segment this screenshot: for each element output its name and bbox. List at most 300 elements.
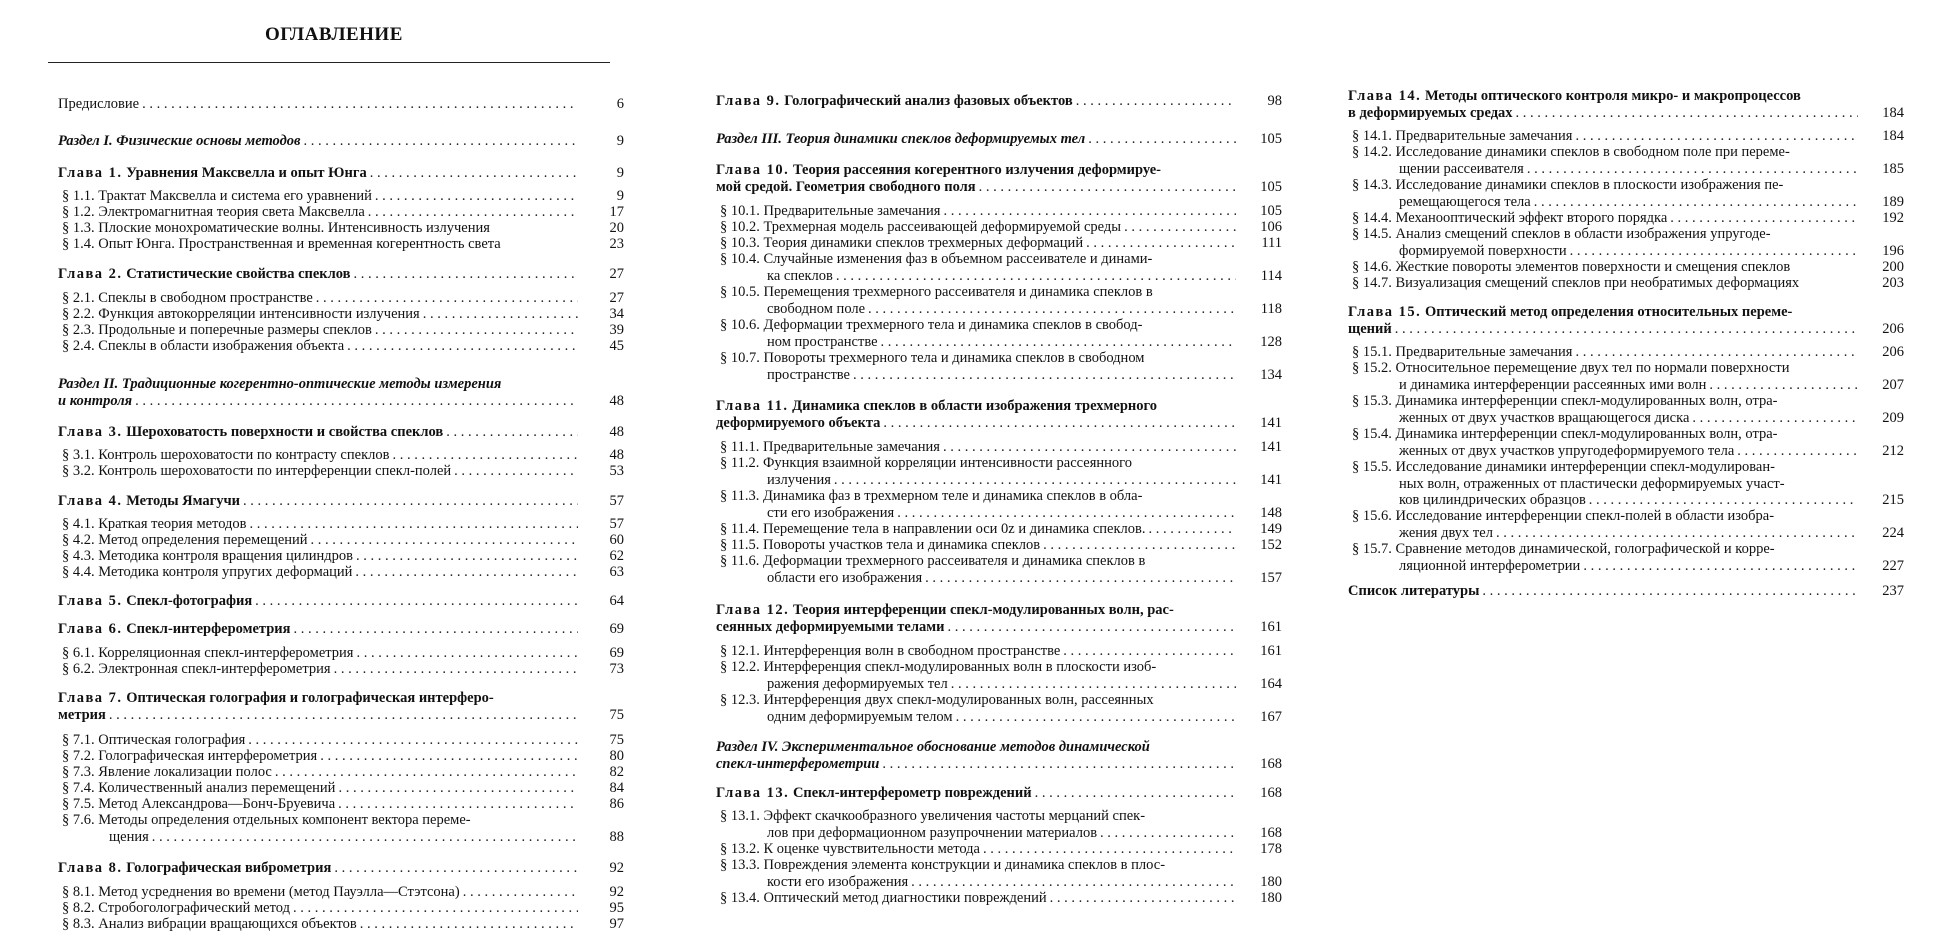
leader-dots bbox=[372, 322, 578, 339]
section-number: § 15.3. bbox=[1352, 393, 1392, 409]
section-number: § 10.7. bbox=[720, 350, 760, 366]
leader-dots bbox=[1524, 161, 1858, 178]
section-number: § 11.1. bbox=[720, 439, 760, 455]
section-title: § 1.2. Электромагнитная теория света Максвелла bbox=[58, 204, 365, 221]
section-title: § 2.3. Продольные и поперечные размеры спеклов bbox=[58, 322, 372, 339]
chapter-label: Глава 15. bbox=[1348, 304, 1422, 320]
section-number: § 12.2. bbox=[720, 659, 760, 675]
leader-dots bbox=[335, 780, 578, 797]
leader-dots bbox=[420, 306, 578, 323]
section-title-line: § 15.6. Исследование интерференции спекл-полей в области изобра- bbox=[1348, 508, 1904, 525]
section-title-line: ном пространстве bbox=[767, 333, 878, 350]
page-number: 84 bbox=[609, 780, 624, 796]
section-title-line: области его изображения bbox=[767, 569, 923, 586]
toc-entry bbox=[58, 621, 624, 638]
page-number: 180 bbox=[1260, 873, 1282, 890]
section-number: § 8.1. bbox=[62, 884, 95, 900]
section-number: § 11.6. bbox=[720, 553, 760, 569]
leader-dots bbox=[353, 645, 578, 662]
title-rule bbox=[48, 62, 610, 63]
page-number: 118 bbox=[1260, 300, 1282, 317]
toc-entry bbox=[716, 890, 1282, 907]
page-number: 105 bbox=[1260, 131, 1282, 147]
page-number: 62 bbox=[609, 548, 624, 564]
section-title: § 12.1. Интерференция волн в свободном пространстве bbox=[716, 643, 1060, 660]
toc-entry bbox=[716, 537, 1282, 554]
chapter-label: Глава 4. bbox=[58, 493, 123, 509]
page-number: 106 bbox=[1260, 219, 1282, 235]
page-number: 64 bbox=[609, 593, 624, 609]
page-number: 48 bbox=[609, 447, 624, 463]
section-title: § 14.7. Визуализация смещений спеклов при необратимых деформациях bbox=[1348, 275, 1799, 292]
chapter-title-line: Глава 12. Теория интерференции спекл-модулированных волн, рас- bbox=[716, 602, 1174, 618]
chapter-label: Глава 7. bbox=[58, 690, 123, 706]
section-number: § 1.3. bbox=[62, 220, 95, 236]
toc-entry bbox=[58, 690, 624, 723]
toc-entry bbox=[716, 317, 1282, 350]
section-title: § 15.1. Предварительные замечания bbox=[1348, 344, 1572, 361]
section-title-line: пространстве bbox=[767, 366, 850, 383]
leader-dots bbox=[301, 133, 578, 150]
toc-entry bbox=[716, 808, 1282, 841]
leader-dots bbox=[272, 764, 578, 781]
chapter-label: Глава 14. bbox=[1348, 88, 1422, 104]
toc-entry bbox=[58, 645, 624, 662]
section-number: § 2.3. bbox=[62, 322, 95, 338]
leader-dots bbox=[365, 204, 578, 221]
section-title: § 7.5. Метод Александрова—Бонч-Бруевича bbox=[58, 796, 335, 813]
toc-entry bbox=[716, 602, 1282, 635]
toc-entry bbox=[716, 235, 1282, 252]
page-number: 9 bbox=[616, 188, 624, 204]
page-number: 34 bbox=[609, 306, 624, 322]
page-number: 86 bbox=[609, 796, 624, 812]
section-number: § 6.1. bbox=[62, 645, 95, 661]
chapter-title-line: мой средой. Геометрия свободного поля bbox=[716, 178, 976, 195]
section-number: § 2.2. bbox=[62, 306, 95, 322]
section-title: § 7.3. Явление локализации полос bbox=[58, 764, 272, 781]
page-number: 192 bbox=[1882, 210, 1904, 226]
section-number: § 3.1. bbox=[62, 447, 95, 463]
leader-dots bbox=[1040, 537, 1236, 554]
page-number: 184 bbox=[1882, 104, 1904, 121]
toc-entry bbox=[1348, 508, 1904, 541]
toc-entry bbox=[716, 521, 1282, 538]
part-title-line: Раздел IV. Экспериментальное обоснование методов динамической bbox=[716, 739, 1150, 755]
leader-dots bbox=[953, 709, 1236, 726]
section-title-line: § 13.3. Повреждения элемента конструкции и динамика спеклов в плос- bbox=[716, 857, 1282, 874]
section-title-line: § 14.3. Исследование динамики спеклов в плоскости изображения пе- bbox=[1348, 177, 1904, 194]
section-title-line: ных волн, отраженных от пластически деформируемых участ- bbox=[1399, 475, 1785, 492]
section-number: § 12.1. bbox=[720, 643, 760, 659]
section-number: § 14.4. bbox=[1352, 210, 1392, 226]
section-number: § 11.2. bbox=[720, 455, 760, 471]
section-title: § 7.2. Голографическая интерферометрия bbox=[58, 748, 317, 765]
toc-entry bbox=[716, 131, 1282, 148]
page-number: 128 bbox=[1260, 333, 1282, 350]
section-title: § 4.3. Методика контроля вращения цилиндров bbox=[58, 548, 353, 565]
toc-entry bbox=[1348, 144, 1904, 177]
section-title: § 3.1. Контроль шероховатости по контрасту спеклов bbox=[58, 447, 389, 464]
page-number: 23 bbox=[609, 236, 624, 252]
page-number: 69 bbox=[609, 645, 624, 661]
page-number: 149 bbox=[1260, 521, 1282, 537]
toc-entry bbox=[58, 764, 624, 781]
section-title-line: § 15.5. Исследование динамики интерференции спекл-модулирован- bbox=[1348, 459, 1904, 476]
page-number: 164 bbox=[1260, 675, 1282, 692]
section-title: § 1.3. Плоские монохроматические волны. Интенсивность излучения bbox=[58, 220, 490, 237]
page-number: 73 bbox=[609, 661, 624, 677]
chapter-title-line: Глава 11. Динамика спеклов в области изображения трехмерного bbox=[716, 398, 1157, 414]
leader-dots bbox=[1146, 521, 1237, 538]
section-title: § 1.4. Опыт Юнга. Пространственная и временная когерентность света bbox=[58, 236, 501, 253]
toc-entry bbox=[1348, 88, 1904, 121]
leader-dots bbox=[894, 505, 1236, 522]
toc-entry bbox=[716, 739, 1282, 772]
section-number: § 15.2. bbox=[1352, 360, 1392, 376]
leader-dots bbox=[908, 874, 1236, 891]
toc-entry bbox=[1348, 210, 1904, 227]
section-title-line: одним деформируемым телом bbox=[767, 708, 953, 725]
toc-entry bbox=[716, 439, 1282, 456]
page-number: 75 bbox=[609, 732, 624, 748]
leader-dots bbox=[290, 900, 578, 917]
leader-dots bbox=[1580, 558, 1858, 575]
leader-dots bbox=[1567, 243, 1858, 260]
toc-entry bbox=[716, 162, 1282, 195]
leader-dots bbox=[344, 338, 578, 355]
leader-dots bbox=[1060, 643, 1236, 660]
toc-entry bbox=[58, 564, 624, 581]
leader-dots bbox=[451, 463, 578, 480]
page-number: 57 bbox=[609, 493, 624, 509]
chapter-label: Глава 9. bbox=[716, 93, 781, 109]
page-number: 27 bbox=[609, 266, 624, 282]
toc-entry bbox=[1348, 259, 1904, 276]
leader-dots bbox=[879, 756, 1236, 773]
leader-dots bbox=[833, 268, 1236, 285]
section-number: § 2.1. bbox=[62, 290, 95, 306]
chapter-title-line: Глава 15. Оптический метод определения относительных переме- bbox=[1348, 304, 1793, 320]
leader-dots bbox=[1734, 443, 1858, 460]
section-title-line: § 11.3. Динамика фаз в трехмерном теле и динамика спеклов в обла- bbox=[716, 488, 1282, 505]
toc-entry bbox=[58, 860, 624, 877]
leader-dots bbox=[948, 676, 1236, 693]
section-title-line: § 7.6. Методы определения отдельных компонент вектора переме- bbox=[58, 812, 624, 829]
toc-entry bbox=[58, 290, 624, 307]
leader-dots bbox=[1586, 492, 1858, 509]
toc-entry bbox=[716, 553, 1282, 586]
section-number: § 14.5. bbox=[1352, 226, 1392, 242]
chapter-label: Глава 5. bbox=[58, 593, 123, 609]
section-title: § 3.2. Контроль шероховатости по интерференции спекл-полей bbox=[58, 463, 451, 480]
section-title-line: § 10.7. Повороты трехмерного тела и динамика спеклов в свободном bbox=[716, 350, 1282, 367]
page-number: 184 bbox=[1882, 128, 1904, 144]
leader-dots bbox=[331, 860, 578, 877]
page-number: 48 bbox=[609, 424, 624, 440]
toc-entry bbox=[1348, 426, 1904, 459]
page-number: 63 bbox=[609, 564, 624, 580]
chapter-title: Глава 6. Спекл-интерферометрия bbox=[58, 621, 291, 637]
leader-dots bbox=[335, 796, 578, 813]
section-title-line: § 10.4. Случайные изменения фаз в объемном рассеивателе и динами- bbox=[716, 251, 1282, 268]
chapter-label: Глава 10. bbox=[716, 162, 790, 178]
chapter-title: Глава 2. Статистические свойства спеклов bbox=[58, 266, 351, 282]
chapter-title: Глава 3. Шероховатость поверхности и свойства спеклов bbox=[58, 424, 444, 440]
toc-entry bbox=[58, 493, 624, 510]
leader-dots bbox=[245, 732, 578, 749]
chapter-title-line: Глава 14. Методы оптического контроля микро- и макропроцессов bbox=[1348, 88, 1801, 104]
toc-entry bbox=[1348, 344, 1904, 361]
chapter-title: Глава 8. Голографическая виброметрия bbox=[58, 860, 332, 876]
section-number: § 10.5. bbox=[720, 284, 760, 300]
section-number: § 7.5. bbox=[62, 796, 95, 812]
toc-entry bbox=[58, 447, 624, 464]
leader-dots bbox=[1706, 377, 1858, 394]
leader-dots bbox=[1531, 194, 1858, 211]
section-title-line: ков цилиндрических образцов bbox=[1399, 492, 1586, 508]
chapter-title-line: Глава 10. Теория рассеяния когерентного излучения деформируе- bbox=[716, 162, 1161, 178]
section-title-line: лов при деформационном разупрочнении материалов bbox=[767, 824, 1098, 841]
leader-dots bbox=[1047, 890, 1236, 907]
toc-entry bbox=[58, 306, 624, 323]
section-title: § 10.3. Теория динамики спеклов трехмерных деформаций bbox=[716, 235, 1083, 252]
page-number: 105 bbox=[1260, 203, 1282, 219]
page-number: 88 bbox=[609, 828, 624, 845]
leader-dots bbox=[357, 916, 578, 933]
chapter-title-line: метрия bbox=[58, 706, 106, 723]
section-title-line: § 13.1. Эффект скачкообразного увеличения частоты мерцаний спек- bbox=[716, 808, 1282, 825]
section-number: § 8.2. bbox=[62, 900, 95, 916]
page-number: 209 bbox=[1882, 409, 1904, 426]
toc-entry bbox=[58, 165, 624, 182]
page-number: 9 bbox=[616, 133, 624, 149]
chapter-title: Глава 9. Голографический анализ фазовых объектов bbox=[716, 93, 1073, 109]
toc-entry bbox=[1348, 459, 1904, 509]
section-number: § 15.6. bbox=[1352, 508, 1392, 524]
section-title: § 4.2. Метод определения перемещений bbox=[58, 532, 308, 549]
page-number: 27 bbox=[609, 290, 624, 306]
chapter-label: Глава 12. bbox=[716, 602, 790, 618]
page-number: 168 bbox=[1260, 824, 1282, 841]
chapter-title-line: деформируемого объекта bbox=[716, 414, 881, 431]
section-number: § 10.4. bbox=[720, 251, 760, 267]
section-title-line: ремещающегося тела bbox=[1399, 193, 1531, 210]
page-number: 114 bbox=[1260, 267, 1282, 284]
section-title: § 14.1. Предварительные замечания bbox=[1348, 128, 1572, 145]
page-number: 168 bbox=[1260, 755, 1282, 772]
toc-entry bbox=[58, 532, 624, 549]
section-title-line: жения двух тел bbox=[1399, 524, 1493, 541]
page-number: 53 bbox=[609, 463, 624, 479]
section-number: § 1.4. bbox=[62, 236, 95, 252]
leader-dots bbox=[252, 593, 578, 610]
page-number: 206 bbox=[1882, 320, 1904, 337]
leader-dots bbox=[850, 367, 1236, 384]
toc-entry bbox=[1348, 226, 1904, 259]
toc-entry bbox=[1348, 177, 1904, 210]
toc-entry bbox=[716, 785, 1282, 802]
chapter-title: Глава 13. Спекл-интерферометр повреждений bbox=[716, 785, 1032, 801]
page-number: 237 bbox=[1882, 583, 1904, 599]
chapter-label: Глава 13. bbox=[716, 785, 790, 801]
page-number: 196 bbox=[1882, 242, 1904, 259]
entry-title: Список литературы bbox=[1348, 583, 1480, 599]
section-title: § 7.1. Оптическая голография bbox=[58, 732, 245, 749]
section-number: § 13.1. bbox=[720, 808, 760, 824]
section-title: § 10.2. Трехмерная модель рассеивающей деформируемой среды bbox=[716, 219, 1121, 236]
leader-dots bbox=[1097, 825, 1236, 842]
leader-dots bbox=[132, 393, 578, 410]
leader-dots bbox=[389, 447, 578, 464]
leader-dots bbox=[1667, 210, 1858, 227]
section-title-line: женных от двух участков вращающегося диска bbox=[1399, 409, 1690, 426]
section-number: § 4.2. bbox=[62, 532, 95, 548]
section-number: § 11.5. bbox=[720, 537, 760, 553]
section-number: § 10.1. bbox=[720, 203, 760, 219]
toc-entry bbox=[58, 424, 624, 441]
section-number: § 15.5. bbox=[1352, 459, 1392, 475]
page-number: 141 bbox=[1260, 414, 1282, 431]
toc-entry bbox=[716, 219, 1282, 236]
toc-entry bbox=[58, 322, 624, 339]
part-title: Раздел III. Теория динамики спеклов деформируемых тел bbox=[716, 131, 1086, 147]
toc-entry bbox=[58, 338, 624, 355]
leader-dots bbox=[865, 301, 1236, 318]
section-title: § 11.1. Предварительные замечания bbox=[716, 439, 940, 456]
toc-entry bbox=[716, 488, 1282, 521]
leader-dots bbox=[922, 570, 1236, 587]
toc-entry bbox=[58, 463, 624, 480]
section-title: § 8.2. Стробоголографический метод bbox=[58, 900, 290, 917]
section-title: § 11.4. Перемещение тела в направлении оси 0z и динамика спеклов. bbox=[716, 521, 1146, 538]
section-title-line: § 11.6. Деформации трехмерного рассеивателя и динамика спеклов в bbox=[716, 553, 1282, 570]
section-number: § 10.6. bbox=[720, 317, 760, 333]
page-number: 75 bbox=[609, 706, 624, 723]
toc-entry bbox=[1348, 304, 1904, 337]
chapter-title-line: в деформируемых средах bbox=[1348, 104, 1513, 121]
toc-entry bbox=[58, 780, 624, 797]
section-number: § 15.1. bbox=[1352, 344, 1392, 360]
leader-dots bbox=[1479, 583, 1858, 600]
page-number: 69 bbox=[609, 621, 624, 637]
section-number: § 15.4. bbox=[1352, 426, 1392, 442]
section-title-line: § 15.3. Динамика интерференции спекл-модулированных волн, отра- bbox=[1348, 393, 1904, 410]
section-title: § 14.6. Жесткие повороты элементов поверхности и смещения спеклов bbox=[1348, 259, 1790, 276]
chapter-label: Глава 1. bbox=[58, 165, 123, 181]
page-number: 215 bbox=[1882, 492, 1904, 508]
toc-entry bbox=[58, 204, 624, 221]
section-number: § 7.6. bbox=[62, 812, 95, 828]
page-number: 141 bbox=[1260, 471, 1282, 488]
toc-entry bbox=[716, 841, 1282, 858]
leader-dots bbox=[317, 748, 578, 765]
page-number: 80 bbox=[609, 748, 624, 764]
section-number: § 4.3. bbox=[62, 548, 95, 564]
page-number: 98 bbox=[1267, 93, 1282, 109]
page-number: 141 bbox=[1260, 439, 1282, 455]
section-title: § 6.2. Электронная спекл-интерферометрия bbox=[58, 661, 331, 678]
part-title-line: и контроля bbox=[58, 392, 133, 409]
chapter-label: Глава 2. bbox=[58, 266, 123, 282]
leader-dots bbox=[1572, 344, 1858, 361]
section-title-line: свободном поле bbox=[767, 300, 866, 317]
page-number: 178 bbox=[1260, 841, 1282, 857]
page-number: 148 bbox=[1260, 504, 1282, 521]
section-number: § 7.1. bbox=[62, 732, 95, 748]
section-title-line: § 10.5. Перемещения трехмерного рассеивателя и динамика спеклов в bbox=[716, 284, 1282, 301]
toc-entry bbox=[716, 251, 1282, 284]
part-title-line: спекл-интерферометрии bbox=[716, 755, 880, 772]
section-number: § 14.1. bbox=[1352, 128, 1392, 144]
leader-dots bbox=[460, 884, 578, 901]
page-number: 134 bbox=[1260, 366, 1282, 383]
page-number: 180 bbox=[1260, 890, 1282, 906]
chapter-title: Глава 4. Методы Ямагучи bbox=[58, 493, 241, 509]
section-number: § 1.2. bbox=[62, 204, 95, 220]
part-title: Раздел I. Физические основы методов bbox=[58, 133, 301, 149]
section-number: § 6.2. bbox=[62, 661, 95, 677]
section-number: § 14.3. bbox=[1352, 177, 1392, 193]
section-number: § 8.3. bbox=[62, 916, 95, 932]
leader-dots bbox=[976, 179, 1236, 196]
leader-dots bbox=[367, 165, 578, 182]
section-title-line: формируемой поверхности bbox=[1399, 242, 1567, 259]
page-number: 152 bbox=[1260, 537, 1282, 553]
page-number: 207 bbox=[1882, 376, 1904, 393]
toc-entry bbox=[58, 548, 624, 565]
leader-dots bbox=[247, 516, 578, 533]
section-title: § 4.4. Методика контроля упругих деформаций bbox=[58, 564, 352, 581]
page-number: 9 bbox=[616, 165, 624, 181]
section-title: § 13.4. Оптический метод диагностики повреждений bbox=[716, 890, 1047, 907]
toc-entry bbox=[1348, 275, 1904, 292]
toc-entry bbox=[58, 812, 624, 845]
section-title-line: § 11.2. Функция взаимной корреляции интенсивности рассеянного bbox=[716, 455, 1282, 472]
leader-dots bbox=[944, 619, 1236, 636]
section-number: § 13.2. bbox=[720, 841, 760, 857]
section-number: § 14.2. bbox=[1352, 144, 1392, 160]
toc-entry bbox=[58, 220, 624, 237]
section-title-line: § 10.6. Деформации трехмерного тела и динамика спеклов в свобод- bbox=[716, 317, 1282, 334]
page-number: 60 bbox=[609, 532, 624, 548]
section-title-line: щения bbox=[109, 828, 149, 845]
section-number: § 14.6. bbox=[1352, 259, 1392, 275]
section-number: § 13.4. bbox=[720, 890, 760, 906]
toc-entry bbox=[58, 593, 624, 610]
leader-dots bbox=[352, 564, 578, 581]
chapter-title-line: сеянных деформируемыми телами bbox=[716, 618, 945, 635]
leader-dots bbox=[353, 548, 578, 565]
leader-dots bbox=[1513, 105, 1858, 122]
section-title-line: § 15.4. Динамика интерференции спекл-модулированных волн, отра- bbox=[1348, 426, 1904, 443]
page-number: 92 bbox=[609, 884, 624, 900]
toc-entry bbox=[716, 350, 1282, 383]
section-title: § 14.4. Механооптический эффект второго порядка bbox=[1348, 210, 1667, 227]
page-number: 6 bbox=[616, 96, 624, 112]
chapter-title-line: Глава 7. Оптическая голография и голографическая интерферо- bbox=[58, 690, 494, 706]
toc-entry bbox=[716, 203, 1282, 220]
page-number: 97 bbox=[609, 916, 624, 932]
page-number: 206 bbox=[1882, 344, 1904, 360]
page-number: 212 bbox=[1882, 442, 1904, 459]
leader-dots bbox=[1121, 219, 1236, 236]
section-number: § 7.4. bbox=[62, 780, 95, 796]
part-title-line: Раздел II. Традиционные когерентно-оптические методы измерения bbox=[58, 376, 502, 392]
leader-dots bbox=[308, 532, 578, 549]
section-title: § 1.1. Трактат Максвелла и система его уравнений bbox=[58, 188, 372, 205]
section-number: § 12.3. bbox=[720, 692, 760, 708]
